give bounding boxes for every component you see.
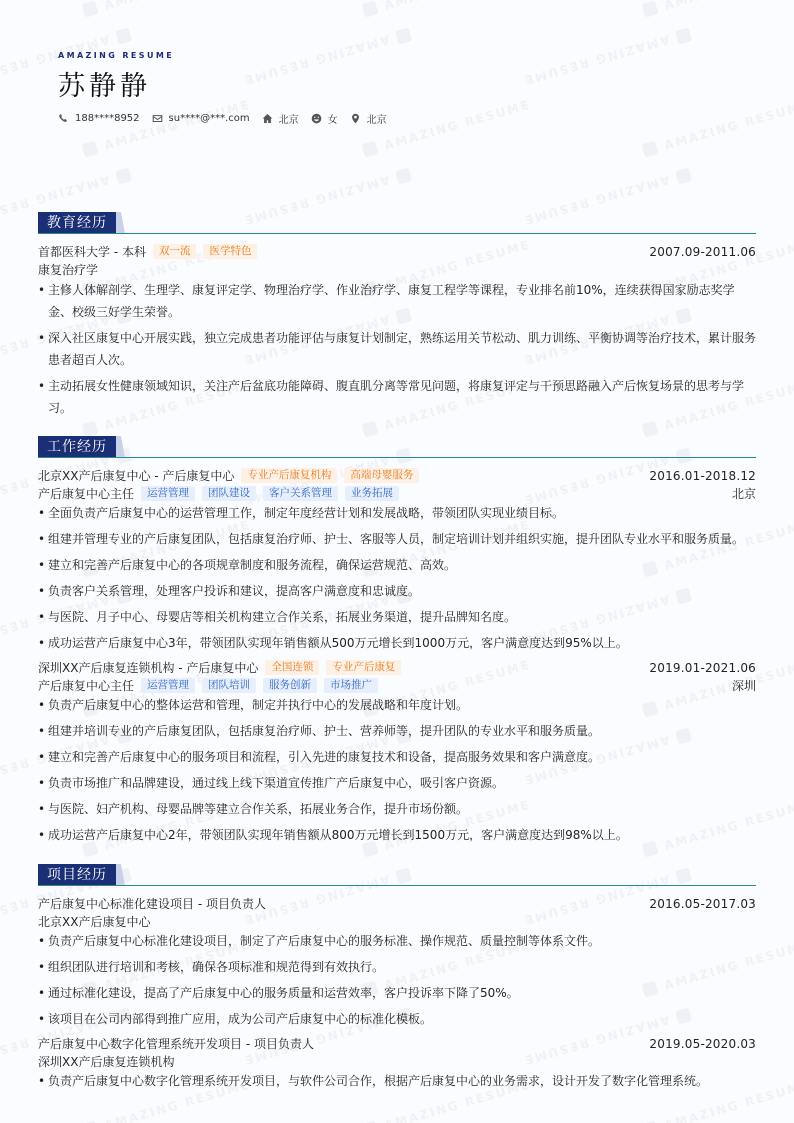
project-entry-header	[38, 895, 756, 912]
education-bullets	[38, 279, 756, 419]
work-role-row	[38, 677, 756, 694]
school-tag: 双一流	[153, 244, 197, 259]
role-tag: 团队培训	[202, 678, 256, 693]
project-org: 北京XX产后康复中心	[38, 915, 151, 929]
bullet-item: • 通过标准化建设，提高了产后康复中心的服务质量和运营效率，客户投诉率下降了50%。	[38, 983, 756, 1003]
work-role-row	[38, 485, 756, 502]
project-name: 产后康复中心数字化管理系统开发项目 - 项目负责人	[38, 1037, 314, 1051]
work-section-header	[38, 436, 756, 460]
contact-home	[262, 111, 299, 126]
role: 产后康复中心主任	[38, 487, 135, 501]
education-entry-header	[38, 243, 756, 260]
work-bullets	[38, 695, 756, 845]
bullet-item: • 组建并培训专业的产后康复团队，包括康复治疗师、护士、营养师等，提升团队的专业水平和服务质量。	[38, 721, 756, 741]
bullet-item: • 深入社区康复中心开展实践，独立完成患者功能评估与康复计划制定，熟练运用关节松动、肌力训练、平衡协调等治疗技术，累计服务患者超百人次。	[38, 327, 756, 371]
role-tag: 运营管理	[141, 486, 195, 501]
education-section-header	[38, 212, 756, 236]
bullet-item: • 建立和完善产后康复中心的各项规章制度和服务流程，确保运营规范、高效。	[38, 555, 756, 575]
contact-email	[152, 113, 250, 124]
contact-bar	[58, 111, 387, 126]
contact-text: su****@***.com	[168, 113, 250, 124]
education-major-row	[38, 261, 756, 278]
company-tag: 专业产后康复	[326, 660, 401, 675]
company-tag: 全国连锁	[265, 660, 319, 675]
bullet-item: • 该项目在公司内部得到推广应用，成为公司产后康复中心的标准化模板。	[38, 1009, 756, 1029]
project-bullets	[38, 1071, 756, 1091]
bullet-item: • 主修人体解剖学、生理学、康复评定学、物理治疗学、作业治疗学、康复工程学等课程，专业排名前10%，连续获得国家励志奖学金、校级三好学生荣誉。	[38, 279, 756, 323]
home-icon	[262, 113, 273, 124]
bullet-item: • 负责产后康复中心标准化建设项目，制定了产后康复中心的服务标准、操作规范、质量控制等体系文件。	[38, 931, 756, 951]
bullet-item: • 与医院、月子中心、母婴店等相关机构建立合作关系，拓展业务渠道，提升品牌知名度。	[38, 607, 756, 627]
bullet-item: • 成功运营产后康复中心2年，带领团队实现年销售额从800万元增长到1500万元，客户满意度达到98%以上。	[38, 825, 756, 845]
section-title: 教育经历	[38, 212, 116, 234]
section-divider	[38, 885, 756, 886]
section-divider	[38, 233, 756, 234]
education-date: 2007.09-2011.06	[649, 244, 756, 259]
major: 康复治疗学	[38, 263, 99, 277]
contact-location	[350, 111, 387, 126]
role-tag: 运营管理	[141, 678, 195, 693]
phone-icon	[58, 113, 69, 124]
contact-text: 北京	[366, 115, 387, 126]
bullet-item: • 负责产后康复中心的整体运营和管理，制定并执行中心的发展战略和年度计划。	[38, 695, 756, 715]
project-org: 深圳XX产后康复连锁机构	[38, 1055, 175, 1069]
role-tag: 市场推广	[324, 678, 378, 693]
project-name: 产后康复中心标准化建设项目 - 项目负责人	[38, 897, 266, 911]
bullet-item: • 组建并管理专业的产后康复团队，包括康复治疗师、护士、客服等人员，制定培训计划并组织实施，提升团队专业水平和服务质量。	[38, 529, 756, 549]
candidate-name: 苏静静	[58, 71, 151, 102]
company-name: 深圳XX产后康复连锁机构 - 产后康复中心	[38, 661, 259, 675]
company-name: 北京XX产后康复中心 - 产后康复中心	[38, 469, 235, 483]
bullet-item: • 组织团队进行培训和考核，确保各项标准和规范得到有效执行。	[38, 957, 756, 977]
project-date: 2016.05-2017.03	[649, 896, 756, 911]
work-entry-header	[38, 467, 756, 484]
section-title: 项目经历	[38, 864, 116, 886]
project-org-row	[38, 1053, 756, 1070]
role-tag: 团队建设	[202, 486, 256, 501]
bullet-item: • 负责客户关系管理，处理客户投诉和建议，提高客户满意度和忠诚度。	[38, 581, 756, 601]
smile-icon	[311, 113, 322, 124]
mail-icon	[152, 113, 163, 124]
school-name: 首都医科大学 - 本科	[38, 245, 146, 259]
school-tag: 医学特色	[203, 244, 257, 259]
project-org-row	[38, 913, 756, 930]
project-date: 2019.05-2020.03	[649, 1036, 756, 1051]
work-city: 北京	[731, 487, 756, 501]
role-tag: 客户关系管理	[263, 486, 338, 501]
bullet-item: • 建立和完善产后康复中心的服务项目和流程，引入先进的康复技术和设备，提高服务效果和客户满意度。	[38, 747, 756, 767]
bullet-item: • 全面负责产后康复中心的运营管理工作，制定年度经营计划和发展战略，带领团队实现业绩目标。	[38, 503, 756, 523]
work-date: 2016.01-2018.12	[649, 468, 756, 483]
section-title: 工作经历	[38, 436, 116, 458]
company-tag: 高端母婴服务	[344, 468, 419, 483]
work-city: 深圳	[731, 679, 756, 693]
bullet-item: • 负责产后康复中心数字化管理系统开发项目，与软件公司合作，根据产后康复中心的业务需求，设计开发了数字化管理系统。	[38, 1071, 756, 1091]
location-icon	[350, 113, 361, 124]
bullet-item: • 成功运营产后康复中心3年，带领团队实现年销售额从500万元增长到1000万元，客户满意度达到95%以上。	[38, 633, 756, 653]
projects-section-header	[38, 864, 756, 888]
role: 产后康复中心主任	[38, 679, 135, 693]
role-tag: 业务拓展	[345, 486, 399, 501]
company-tag: 专业产后康复机构	[241, 468, 337, 483]
section-divider	[38, 457, 756, 458]
contact-phone	[58, 113, 140, 124]
project-entry-header	[38, 1035, 756, 1052]
bullet-item: • 与医院、妇产机构、母婴品牌等建立合作关系，拓展业务合作，提升市场份额。	[38, 799, 756, 819]
work-entry-header	[38, 659, 756, 676]
contact-text: 北京	[278, 115, 299, 126]
brand-label: AMAZING RESUME	[58, 51, 175, 60]
work-date: 2019.01-2021.06	[649, 660, 756, 675]
work-bullets	[38, 503, 756, 653]
bullet-item: • 主动拓展女性健康领域知识，关注产后盆底功能障碍、腹直肌分离等常见问题，将康复评定与干预思路融入产后恢复场景的思考与学习。	[38, 375, 756, 419]
role-tag: 服务创新	[263, 678, 317, 693]
project-bullets	[38, 931, 756, 1029]
bullet-item: • 负责市场推广和品牌建设，通过线上线下渠道宣传推广产后康复中心，吸引客户资源。	[38, 773, 756, 793]
contact-gender	[311, 111, 338, 126]
contact-text: 女	[327, 115, 338, 126]
contact-text: 188****8952	[75, 113, 140, 124]
